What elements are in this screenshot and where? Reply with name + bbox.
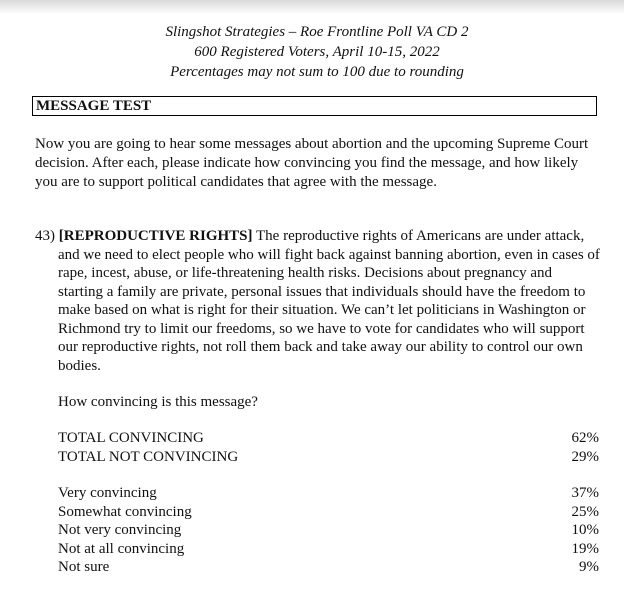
result-row xyxy=(58,484,599,503)
result-row xyxy=(58,503,599,522)
result-row xyxy=(58,540,599,559)
result-value: 10% xyxy=(571,522,599,538)
section-title: MESSAGE TEST xyxy=(32,96,597,116)
result-label: TOTAL NOT CONVINCING xyxy=(58,448,239,465)
result-label: Not at all convincing xyxy=(58,540,185,557)
result-value: 9% xyxy=(579,559,599,575)
result-row xyxy=(58,429,599,448)
question-text: The reproductive rights of Americans are under attack, and we need to elect people who will fight back against banning abortion, even in cases of rape, incest, abuse, or life-threatening health risks. Decisions about pregnancy and starting a family are private, personal issues that individuals should have the freedom to make based on what is right for their situation. We can’t let politicians in Washington or Richmond try to limit our freedoms, so we have to vote for candidates who will support our reproductive rights, not roll them back and take away our ability to control our own bodies. xyxy=(58,228,600,374)
breakdown-table xyxy=(58,484,599,577)
result-value: 25% xyxy=(571,503,599,520)
document-header xyxy=(0,22,624,82)
question-number: 43) xyxy=(35,228,55,244)
result-label: TOTAL CONVINCING xyxy=(58,430,204,446)
result-value: 62% xyxy=(571,430,599,446)
result-value: 37% xyxy=(571,485,599,501)
result-label: Very convincing xyxy=(58,485,157,501)
totals-table xyxy=(58,429,599,466)
result-row xyxy=(58,558,599,577)
question-43 xyxy=(35,227,600,375)
header-title: Slingshot Strategies – Roe Frontline Poll VA CD 2 xyxy=(165,24,469,40)
page-top-shadow xyxy=(0,0,624,14)
result-label: Not very convincing xyxy=(58,522,182,538)
intro-paragraph: Now you are going to hear some messages about abortion and the upcoming Supreme Court decision. After each, please indicate how convincing you find the message, and how likely you are to support political candidates that agree with the message. xyxy=(35,136,589,190)
result-label: Somewhat convincing xyxy=(58,503,192,520)
header-sample: 600 Registered Voters, April 10-15, 2022 xyxy=(194,44,440,60)
header-note: Percentages may not sum to 100 due to rounding xyxy=(170,64,464,80)
question-prompt: How convincing is this message? xyxy=(58,394,258,410)
result-label: Not sure xyxy=(58,559,110,575)
question-tag: [REPRODUCTIVE RIGHTS] xyxy=(58,228,253,244)
result-value: 19% xyxy=(571,540,599,557)
result-row xyxy=(58,448,599,467)
result-row xyxy=(58,521,599,540)
result-value: 29% xyxy=(571,448,599,465)
